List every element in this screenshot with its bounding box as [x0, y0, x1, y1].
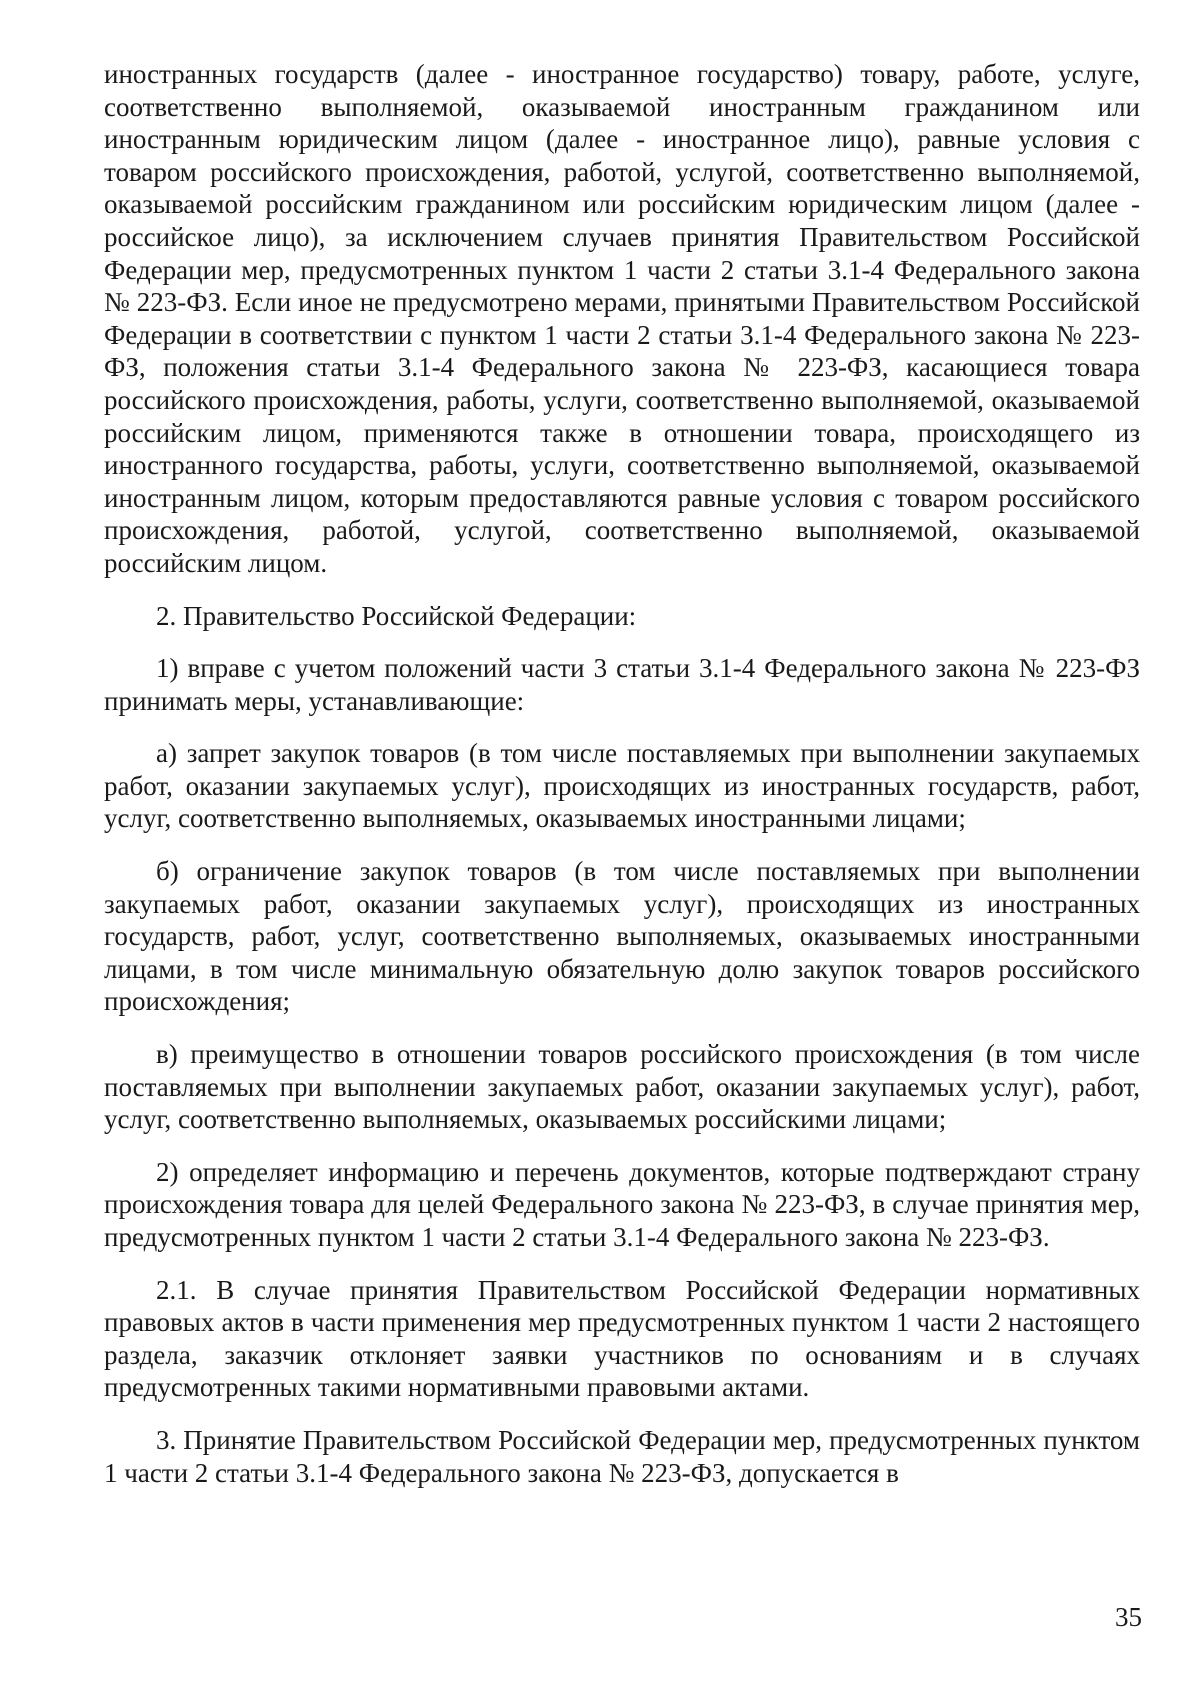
paragraph-item-v: в) преимущество в отношении товаров российского происхождения (в том числе поставляемых при выполнении закупаемых работ, оказании закупаемых услуг), работ, услуг, соответственно выполняемых, оказываемых российскими лицами;: [104, 1039, 1140, 1135]
paragraph-item-1: 1) вправе с учетом положений части 3 статьи 3.1-4 Федерального закона № 223-ФЗ принимать меры, устанавливающие:: [104, 653, 1140, 716]
paragraph-continuation: иностранных государств (далее - иностранное государство) товару, работе, услуге, соответственно выполняемой, оказываемой иностранным гражданином или иностранным юридическим лицом (далее - иностранное лицо), равные условия с товаром российского происхождения, работой, услугой, соответственно выполняемой, оказываемой российским гражданином или российским юридическим лицом (далее - российское лицо), за исключением случаев принятия Правительством Российской Федерации мер, предусмотренных пунктом 1 части 2 статьи 3.1-4 Федерального закона № 223-ФЗ. Если иное не предусмотрено мерами, принятыми Правительством Российской Федерации в соответствии с пунктом 1 части 2 статьи 3.1-4 Федерального закона № 223-ФЗ, положения статьи 3.1-4 Федерального закона № 223-ФЗ, касающиеся товара российского происхождения, работы, услуги, соответственно выполняемой, оказываемой российским лицом, применяются также в отношении товара, происходящего из иностранного государства, работы, услуги, соответственно выполняемой, оказываемой иностранным лицом, которым предоставляются равные условия с товаром российского происхождения, работой, услугой, соответственно выполняемой, оказываемой российским лицом.: [104, 59, 1140, 578]
document-body: [104, 58, 1140, 1509]
paragraph-section-2-1: 2.1. В случае принятия Правительством Российской Федерации нормативных правовых актов в части применения мер предусмотренных пунктом 1 части 2 настоящего раздела, заказчик отклоняет заявки участников по основаниям и в случаях предусмотренных такими нормативными правовыми актами.: [104, 1274, 1140, 1403]
paragraph-section-2: 2. Правительство Российской Федерации:: [156, 600, 637, 631]
paragraph-section-3: 3. Принятие Правительством Российской Федерации мер, предусмотренных пунктом 1 части 2 статьи 3.1-4 Федерального закона № 223-ФЗ, допускается в: [104, 1424, 1140, 1488]
paragraph-item-b: б) ограничение закупок товаров (в том числе поставляемых при выполнении закупаемых работ, оказании закупаемых услуг), происходящих из иностранных государств, работ, услуг, соответственно выполняемых, оказываемых иностранными лицами, в том числе минимальную обязательную долю закупок товаров российского происхождения;: [104, 856, 1140, 1017]
paragraph-item-2: 2) определяет информацию и перечень документов, которые подтверждают страну происхождения товара для целей Федерального закона № 223-ФЗ, в случае принятия мер, предусмотренных пунктом 1 части 2 статьи 3.1-4 Федерального закона № 223-ФЗ.: [104, 1156, 1140, 1252]
page-number: 35: [1115, 1602, 1142, 1632]
paragraph-item-a: а) запрет закупок товаров (в том числе поставляемых при выполнении закупаемых работ, оказании закупаемых услуг), происходящих из иностранных государств, работ, услуг, соответственно выполняемых, оказываемых иностранными лицами;: [104, 738, 1140, 834]
